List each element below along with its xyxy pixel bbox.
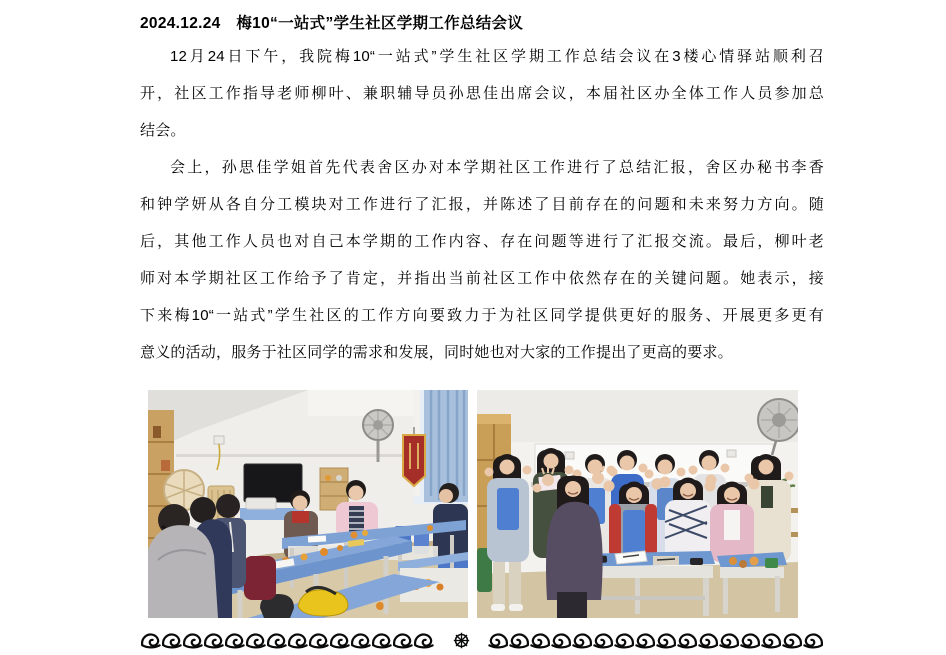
swirl-ornament-icon <box>182 632 203 649</box>
ornament-divider <box>140 631 824 649</box>
swirl-ornament-icon <box>140 632 161 649</box>
swirl-ornament-icon <box>719 632 740 649</box>
document-body <box>140 38 824 371</box>
body-text-line: 12月24日下午，我院梅10“一站式”学生社区学期工作总结会议在3楼心情驿站顺利召 <box>170 48 824 65</box>
swirl-ornament-icon <box>488 632 509 649</box>
photo-row <box>148 390 824 618</box>
body-text-line: 意义的活动，服务于社区同学的需求和发展，同时她也对大家的工作提出了更高的要求。 <box>140 344 733 361</box>
body-text-line: 师对本学期社区工作给予了肯定，并指出当前社区工作中依然存在的关键问题。她表示，接 <box>140 270 824 287</box>
body-text-line: 下来梅10“一站式”学生社区的工作方向要致力于为社区同学提供更好的服务、开展更多更有 <box>140 307 824 324</box>
swirl-ornament-icon <box>413 632 434 649</box>
meeting-room-photo <box>148 390 468 618</box>
swirl-ornament-icon <box>266 632 287 649</box>
body-text-line: 会上，孙思佳学姐首先代表舍区办对本学期社区工作进行了总结汇报，舍区办秘书李香 <box>170 159 824 176</box>
body-text-line: 结会。 <box>140 122 186 139</box>
swirl-ornament-icon <box>308 632 329 649</box>
group-photo <box>477 390 798 618</box>
swirl-ornament-icon <box>782 632 803 649</box>
swirl-ornament-icon <box>656 632 677 649</box>
body-text-line: 后，其他工作人员也对自己本学期的工作内容、存在问题等进行了汇报交流。最后，柳叶老 <box>140 233 824 250</box>
swirl-ornament-icon <box>329 632 350 649</box>
swirl-ornament-icon <box>509 632 530 649</box>
swirl-ornament-icon <box>371 632 392 649</box>
swirl-ornament-icon <box>530 632 551 649</box>
swirl-ornament-icon <box>614 632 635 649</box>
ornament-right-group <box>488 632 824 649</box>
swirl-ornament-icon <box>698 632 719 649</box>
swirl-ornament-icon <box>593 632 614 649</box>
swirl-ornament-icon <box>572 632 593 649</box>
snowflake-ornament-icon <box>453 632 470 649</box>
page-title: 2024.12.24 梅10“一站式”学生社区学期工作总结会议 <box>140 15 524 32</box>
document-content <box>140 9 824 649</box>
body-text-line: 和钟学妍从各自分工模块对工作进行了汇报，并陈述了目前存在的问题和未来努力方向。随 <box>140 196 824 213</box>
swirl-ornament-icon <box>551 632 572 649</box>
swirl-ornament-icon <box>161 632 182 649</box>
swirl-ornament-icon <box>740 632 761 649</box>
ornament-left-group <box>140 632 434 649</box>
body-text-line: 开，社区工作指导老师柳叶、兼职辅导员孙思佳出席会议，本届社区办全体工作人员参加总 <box>140 85 824 102</box>
swirl-ornament-icon <box>350 632 371 649</box>
swirl-ornament-icon <box>392 632 413 649</box>
swirl-ornament-icon <box>287 632 308 649</box>
swirl-ornament-icon <box>245 632 266 649</box>
swirl-ornament-icon <box>803 632 824 649</box>
swirl-ornament-icon <box>677 632 698 649</box>
swirl-ornament-icon <box>224 632 245 649</box>
swirl-ornament-icon <box>761 632 782 649</box>
swirl-ornament-icon <box>635 632 656 649</box>
swirl-ornament-icon <box>203 632 224 649</box>
